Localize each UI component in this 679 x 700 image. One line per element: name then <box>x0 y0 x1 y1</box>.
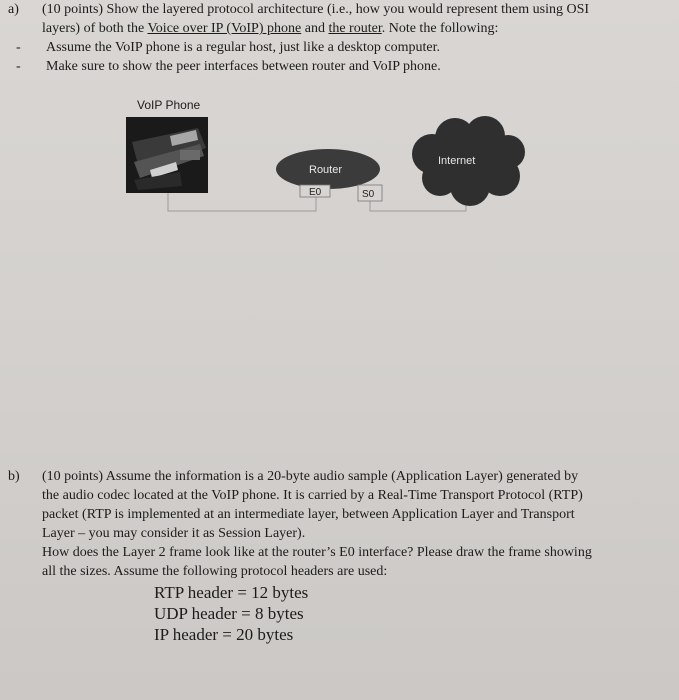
question-b-line: Layer – you may consider it as Session Layer). <box>42 526 306 541</box>
interface-s0 <box>358 185 382 201</box>
question-a <box>8 0 658 76</box>
router <box>276 149 380 189</box>
note-item <box>16 38 658 57</box>
question-a-label: a) <box>8 2 19 17</box>
bullet-marker: - <box>16 59 21 74</box>
question-b-line: (10 points) Assume the information is a 20-byte audio sample (Application Layer) generated by <box>42 469 579 484</box>
question-a-line-2: layers) of both the Voice over IP (VoIP) phone and the router. Note the following: <box>42 21 499 36</box>
question-b-label: b) <box>8 469 20 484</box>
question-a-notes <box>16 38 658 76</box>
interface-e0-label: E0 <box>309 187 322 198</box>
udp-header-size: UDP header = 8 bytes <box>154 604 304 623</box>
question-a-line-1: (10 points) Show the layered protocol architecture (i.e., how you would represent them using OSI <box>42 2 590 17</box>
router-underlined: the router <box>328 21 382 36</box>
note-text: Make sure to show the peer interfaces between router and VoIP phone. <box>46 59 441 74</box>
rtp-header-size: RTP header = 12 bytes <box>154 583 309 602</box>
note-text: Assume the VoIP phone is a regular host, just like a desktop computer. <box>46 40 441 55</box>
voip-phone-underlined: Voice over IP (VoIP) phone <box>147 21 302 36</box>
question-b <box>8 467 658 581</box>
internet-cloud <box>412 116 525 206</box>
interface-e0 <box>300 185 330 198</box>
question-b-line: packet (RTP is implemented at an intermediate layer, between Application Layer and Transport <box>42 507 575 522</box>
voip-phone-label: VoIP Phone <box>137 98 201 112</box>
protocol-headers <box>154 582 308 645</box>
question-b-line: How does the Layer 2 frame look like at the router’s E0 interface? Please draw the frame showing <box>42 545 592 560</box>
interface-s0-label: S0 <box>362 189 375 200</box>
note-item <box>16 57 658 76</box>
internet-label: Internet <box>438 155 476 167</box>
router-label: Router <box>309 164 343 176</box>
ip-header-size: IP header = 20 bytes <box>154 625 294 644</box>
question-b-line: all the sizes. Assume the following protocol headers are used: <box>42 564 388 579</box>
network-diagram <box>0 90 679 350</box>
question-b-line: the audio codec located at the VoIP phone. It is carried by a Real-Time Transport Protocol (RTP) <box>42 488 583 503</box>
bullet-marker: - <box>16 40 21 55</box>
voip-phone-image <box>126 117 208 193</box>
